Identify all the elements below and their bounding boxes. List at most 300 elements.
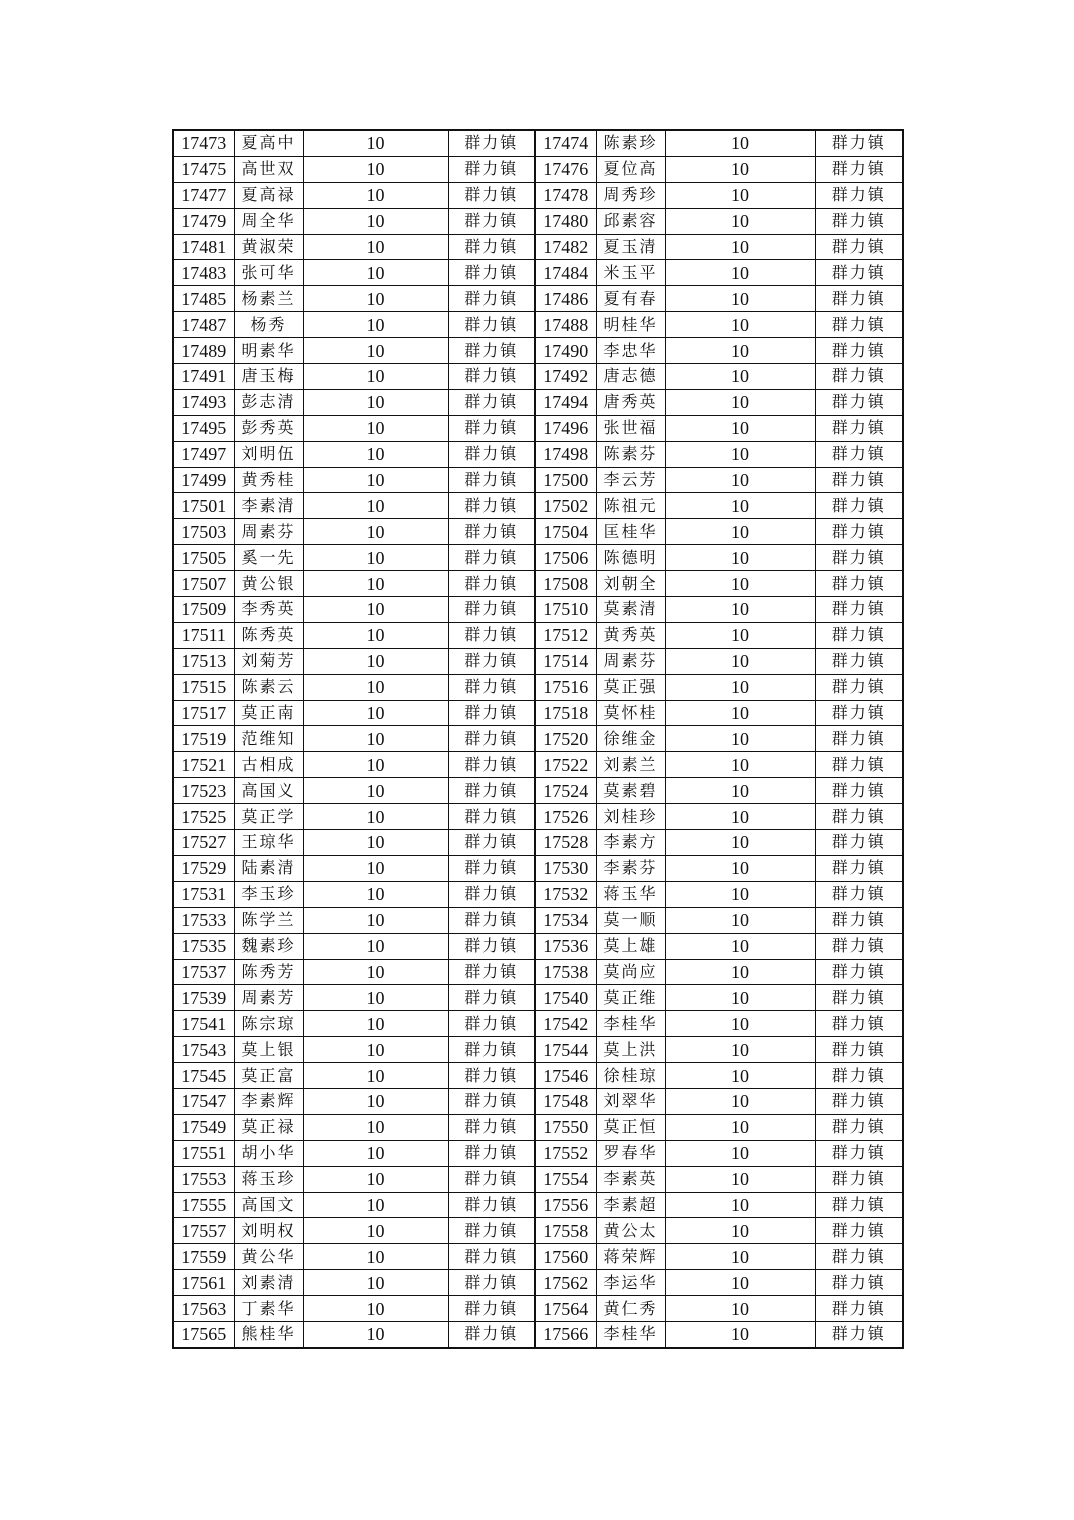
- right-id-cell: 17524: [535, 778, 596, 804]
- right-town-cell: 群力镇: [815, 260, 903, 286]
- table-row: [173, 1166, 903, 1192]
- left-name-cell: 古相成: [234, 752, 303, 778]
- left-id-cell: 17555: [173, 1192, 234, 1218]
- left-amount-cell: 10: [303, 1166, 448, 1192]
- left-town-cell: 群力镇: [448, 415, 535, 441]
- left-amount-cell: 10: [303, 830, 448, 856]
- table-row: [173, 415, 903, 441]
- left-amount-cell: 10: [303, 648, 448, 674]
- left-id-cell: 17537: [173, 959, 234, 985]
- left-amount-cell: 10: [303, 1218, 448, 1244]
- left-name-cell: 陈宗琼: [234, 1011, 303, 1037]
- left-name-cell: 陈秀英: [234, 622, 303, 648]
- left-amount-cell: 10: [303, 1270, 448, 1296]
- left-id-cell: 17505: [173, 545, 234, 571]
- left-name-cell: 李素清: [234, 493, 303, 519]
- left-amount-cell: 10: [303, 545, 448, 571]
- right-town-cell: 群力镇: [815, 1011, 903, 1037]
- right-town-cell: 群力镇: [815, 674, 903, 700]
- right-amount-cell: 10: [665, 1218, 815, 1244]
- left-town-cell: 群力镇: [448, 1244, 535, 1270]
- right-amount-cell: 10: [665, 830, 815, 856]
- left-amount-cell: 10: [303, 881, 448, 907]
- left-id-cell: 17517: [173, 700, 234, 726]
- right-id-cell: 17506: [535, 545, 596, 571]
- left-amount-cell: 10: [303, 778, 448, 804]
- left-id-cell: 17495: [173, 415, 234, 441]
- left-name-cell: 范维知: [234, 726, 303, 752]
- left-id-cell: 17525: [173, 804, 234, 830]
- left-name-cell: 刘素清: [234, 1270, 303, 1296]
- right-id-cell: 17558: [535, 1218, 596, 1244]
- right-amount-cell: 10: [665, 597, 815, 623]
- left-name-cell: 李秀英: [234, 597, 303, 623]
- right-id-cell: 17540: [535, 985, 596, 1011]
- right-id-cell: 17476: [535, 156, 596, 182]
- right-town-cell: 群力镇: [815, 338, 903, 364]
- left-name-cell: 刘明伍: [234, 441, 303, 467]
- table-row: [173, 1063, 903, 1089]
- right-amount-cell: 10: [665, 545, 815, 571]
- right-id-cell: 17534: [535, 907, 596, 933]
- left-name-cell: 刘菊芳: [234, 648, 303, 674]
- right-town-cell: 群力镇: [815, 312, 903, 338]
- right-id-cell: 17530: [535, 855, 596, 881]
- table-row: [173, 260, 903, 286]
- left-amount-cell: 10: [303, 622, 448, 648]
- left-amount-cell: 10: [303, 571, 448, 597]
- left-id-cell: 17549: [173, 1114, 234, 1140]
- right-name-cell: 李忠华: [596, 338, 665, 364]
- right-town-cell: 群力镇: [815, 234, 903, 260]
- right-name-cell: 邱素容: [596, 208, 665, 234]
- table-row: [173, 933, 903, 959]
- left-id-cell: 17475: [173, 156, 234, 182]
- left-id-cell: 17535: [173, 933, 234, 959]
- left-id-cell: 17507: [173, 571, 234, 597]
- right-name-cell: 莫怀桂: [596, 700, 665, 726]
- left-id-cell: 17481: [173, 234, 234, 260]
- left-town-cell: 群力镇: [448, 1321, 535, 1347]
- left-town-cell: 群力镇: [448, 1011, 535, 1037]
- left-id-cell: 17493: [173, 389, 234, 415]
- right-amount-cell: 10: [665, 1296, 815, 1322]
- right-amount-cell: 10: [665, 415, 815, 441]
- right-amount-cell: 10: [665, 130, 815, 156]
- table-row: [173, 389, 903, 415]
- right-town-cell: 群力镇: [815, 286, 903, 312]
- right-id-cell: 17516: [535, 674, 596, 700]
- right-name-cell: 莫正维: [596, 985, 665, 1011]
- right-id-cell: 17484: [535, 260, 596, 286]
- right-name-cell: 周素芬: [596, 648, 665, 674]
- left-id-cell: 17483: [173, 260, 234, 286]
- right-town-cell: 群力镇: [815, 1037, 903, 1063]
- right-town-cell: 群力镇: [815, 364, 903, 390]
- left-id-cell: 17487: [173, 312, 234, 338]
- left-town-cell: 群力镇: [448, 674, 535, 700]
- left-name-cell: 陈学兰: [234, 907, 303, 933]
- right-name-cell: 徐桂琼: [596, 1063, 665, 1089]
- left-amount-cell: 10: [303, 985, 448, 1011]
- left-amount-cell: 10: [303, 1140, 448, 1166]
- right-id-cell: 17500: [535, 467, 596, 493]
- left-town-cell: 群力镇: [448, 130, 535, 156]
- left-id-cell: 17545: [173, 1063, 234, 1089]
- left-amount-cell: 10: [303, 312, 448, 338]
- right-id-cell: 17520: [535, 726, 596, 752]
- left-id-cell: 17565: [173, 1321, 234, 1347]
- left-amount-cell: 10: [303, 855, 448, 881]
- left-id-cell: 17473: [173, 130, 234, 156]
- left-id-cell: 17509: [173, 597, 234, 623]
- right-name-cell: 莫一顺: [596, 907, 665, 933]
- right-amount-cell: 10: [665, 933, 815, 959]
- right-amount-cell: 10: [665, 985, 815, 1011]
- right-town-cell: 群力镇: [815, 804, 903, 830]
- right-id-cell: 17486: [535, 286, 596, 312]
- left-id-cell: 17559: [173, 1244, 234, 1270]
- left-id-cell: 17485: [173, 286, 234, 312]
- right-town-cell: 群力镇: [815, 1114, 903, 1140]
- right-amount-cell: 10: [665, 752, 815, 778]
- left-amount-cell: 10: [303, 156, 448, 182]
- right-town-cell: 群力镇: [815, 830, 903, 856]
- left-town-cell: 群力镇: [448, 622, 535, 648]
- left-town-cell: 群力镇: [448, 260, 535, 286]
- table-row: [173, 674, 903, 700]
- left-id-cell: 17503: [173, 519, 234, 545]
- table-row: [173, 648, 903, 674]
- table-row: [173, 985, 903, 1011]
- left-name-cell: 杨素兰: [234, 286, 303, 312]
- right-amount-cell: 10: [665, 1088, 815, 1114]
- right-town-cell: 群力镇: [815, 597, 903, 623]
- right-name-cell: 黄仁秀: [596, 1296, 665, 1322]
- table-row: [173, 286, 903, 312]
- right-id-cell: 17546: [535, 1063, 596, 1089]
- left-name-cell: 夏高中: [234, 130, 303, 156]
- table-row: [173, 571, 903, 597]
- left-name-cell: 陈素云: [234, 674, 303, 700]
- right-amount-cell: 10: [665, 519, 815, 545]
- left-town-cell: 群力镇: [448, 726, 535, 752]
- right-name-cell: 夏有春: [596, 286, 665, 312]
- left-id-cell: 17547: [173, 1088, 234, 1114]
- left-name-cell: 莫上银: [234, 1037, 303, 1063]
- left-name-cell: 夏高禄: [234, 182, 303, 208]
- left-amount-cell: 10: [303, 389, 448, 415]
- left-amount-cell: 10: [303, 1063, 448, 1089]
- left-name-cell: 彭秀英: [234, 415, 303, 441]
- left-id-cell: 17557: [173, 1218, 234, 1244]
- left-town-cell: 群力镇: [448, 648, 535, 674]
- right-amount-cell: 10: [665, 156, 815, 182]
- left-id-cell: 17501: [173, 493, 234, 519]
- left-amount-cell: 10: [303, 1192, 448, 1218]
- left-id-cell: 17497: [173, 441, 234, 467]
- table-row: [173, 545, 903, 571]
- left-name-cell: 李素辉: [234, 1088, 303, 1114]
- right-amount-cell: 10: [665, 700, 815, 726]
- left-town-cell: 群力镇: [448, 182, 535, 208]
- left-name-cell: 魏素珍: [234, 933, 303, 959]
- left-id-cell: 17513: [173, 648, 234, 674]
- right-town-cell: 群力镇: [815, 752, 903, 778]
- right-town-cell: 群力镇: [815, 648, 903, 674]
- left-amount-cell: 10: [303, 1037, 448, 1063]
- right-amount-cell: 10: [665, 622, 815, 648]
- table-row: [173, 493, 903, 519]
- left-amount-cell: 10: [303, 260, 448, 286]
- table-row: [173, 1037, 903, 1063]
- right-amount-cell: 10: [665, 234, 815, 260]
- right-town-cell: 群力镇: [815, 1270, 903, 1296]
- right-amount-cell: 10: [665, 286, 815, 312]
- table-row: [173, 804, 903, 830]
- table-row: [173, 130, 903, 156]
- left-amount-cell: 10: [303, 674, 448, 700]
- right-town-cell: 群力镇: [815, 778, 903, 804]
- right-amount-cell: 10: [665, 1192, 815, 1218]
- right-amount-cell: 10: [665, 389, 815, 415]
- left-name-cell: 胡小华: [234, 1140, 303, 1166]
- left-town-cell: 群力镇: [448, 545, 535, 571]
- right-name-cell: 匡桂华: [596, 519, 665, 545]
- right-id-cell: 17504: [535, 519, 596, 545]
- left-town-cell: 群力镇: [448, 959, 535, 985]
- right-id-cell: 17564: [535, 1296, 596, 1322]
- table-row: [173, 1270, 903, 1296]
- right-name-cell: 李桂华: [596, 1011, 665, 1037]
- table-row: [173, 855, 903, 881]
- left-town-cell: 群力镇: [448, 1063, 535, 1089]
- left-amount-cell: 10: [303, 493, 448, 519]
- right-name-cell: 刘朝全: [596, 571, 665, 597]
- left-town-cell: 群力镇: [448, 804, 535, 830]
- right-name-cell: 陈德明: [596, 545, 665, 571]
- left-id-cell: 17523: [173, 778, 234, 804]
- table-row: [173, 881, 903, 907]
- table-row: [173, 700, 903, 726]
- left-id-cell: 17553: [173, 1166, 234, 1192]
- right-amount-cell: 10: [665, 338, 815, 364]
- left-town-cell: 群力镇: [448, 1140, 535, 1166]
- table-row: [173, 1088, 903, 1114]
- right-amount-cell: 10: [665, 778, 815, 804]
- right-name-cell: 罗春华: [596, 1140, 665, 1166]
- left-name-cell: 李玉珍: [234, 881, 303, 907]
- right-name-cell: 莫上雄: [596, 933, 665, 959]
- right-id-cell: 17522: [535, 752, 596, 778]
- right-id-cell: 17514: [535, 648, 596, 674]
- right-id-cell: 17518: [535, 700, 596, 726]
- right-amount-cell: 10: [665, 804, 815, 830]
- left-amount-cell: 10: [303, 1296, 448, 1322]
- left-name-cell: 高国义: [234, 778, 303, 804]
- right-id-cell: 17548: [535, 1088, 596, 1114]
- right-name-cell: 蒋玉华: [596, 881, 665, 907]
- right-name-cell: 陈祖元: [596, 493, 665, 519]
- table-row: [173, 519, 903, 545]
- left-name-cell: 莫正富: [234, 1063, 303, 1089]
- right-town-cell: 群力镇: [815, 130, 903, 156]
- right-amount-cell: 10: [665, 1166, 815, 1192]
- table-row: [173, 364, 903, 390]
- left-town-cell: 群力镇: [448, 597, 535, 623]
- left-name-cell: 高国文: [234, 1192, 303, 1218]
- table-row: [173, 1011, 903, 1037]
- left-town-cell: 群力镇: [448, 519, 535, 545]
- left-name-cell: 莫正南: [234, 700, 303, 726]
- right-id-cell: 17538: [535, 959, 596, 985]
- table-row: [173, 1192, 903, 1218]
- left-name-cell: 莫正禄: [234, 1114, 303, 1140]
- right-amount-cell: 10: [665, 1270, 815, 1296]
- left-amount-cell: 10: [303, 338, 448, 364]
- right-name-cell: 刘翠华: [596, 1088, 665, 1114]
- left-town-cell: 群力镇: [448, 881, 535, 907]
- left-id-cell: 17541: [173, 1011, 234, 1037]
- table-row: [173, 622, 903, 648]
- left-amount-cell: 10: [303, 415, 448, 441]
- right-amount-cell: 10: [665, 648, 815, 674]
- left-amount-cell: 10: [303, 700, 448, 726]
- left-amount-cell: 10: [303, 286, 448, 312]
- table-row: [173, 441, 903, 467]
- left-name-cell: 周素芬: [234, 519, 303, 545]
- table-row: [173, 1296, 903, 1322]
- left-amount-cell: 10: [303, 597, 448, 623]
- left-town-cell: 群力镇: [448, 778, 535, 804]
- left-name-cell: 杨秀: [234, 312, 303, 338]
- left-id-cell: 17561: [173, 1270, 234, 1296]
- left-town-cell: 群力镇: [448, 208, 535, 234]
- left-amount-cell: 10: [303, 467, 448, 493]
- right-town-cell: 群力镇: [815, 959, 903, 985]
- right-amount-cell: 10: [665, 182, 815, 208]
- right-name-cell: 李素方: [596, 830, 665, 856]
- right-town-cell: 群力镇: [815, 571, 903, 597]
- left-town-cell: 群力镇: [448, 830, 535, 856]
- right-id-cell: 17544: [535, 1037, 596, 1063]
- right-name-cell: 莫素清: [596, 597, 665, 623]
- right-id-cell: 17490: [535, 338, 596, 364]
- right-id-cell: 17532: [535, 881, 596, 907]
- right-name-cell: 夏玉清: [596, 234, 665, 260]
- left-id-cell: 17533: [173, 907, 234, 933]
- right-town-cell: 群力镇: [815, 1088, 903, 1114]
- right-town-cell: 群力镇: [815, 415, 903, 441]
- right-id-cell: 17492: [535, 364, 596, 390]
- right-amount-cell: 10: [665, 312, 815, 338]
- right-id-cell: 17550: [535, 1114, 596, 1140]
- left-id-cell: 17543: [173, 1037, 234, 1063]
- right-name-cell: 李素超: [596, 1192, 665, 1218]
- left-id-cell: 17479: [173, 208, 234, 234]
- left-town-cell: 群力镇: [448, 1296, 535, 1322]
- right-amount-cell: 10: [665, 1037, 815, 1063]
- right-name-cell: 李素芬: [596, 855, 665, 881]
- right-name-cell: 刘素兰: [596, 752, 665, 778]
- right-name-cell: 黄公太: [596, 1218, 665, 1244]
- table-row: [173, 726, 903, 752]
- right-amount-cell: 10: [665, 1321, 815, 1347]
- left-name-cell: 明素华: [234, 338, 303, 364]
- right-town-cell: 群力镇: [815, 1192, 903, 1218]
- right-town-cell: 群力镇: [815, 855, 903, 881]
- left-town-cell: 群力镇: [448, 493, 535, 519]
- left-amount-cell: 10: [303, 1244, 448, 1270]
- right-town-cell: 群力镇: [815, 1296, 903, 1322]
- left-id-cell: 17539: [173, 985, 234, 1011]
- left-town-cell: 群力镇: [448, 752, 535, 778]
- right-amount-cell: 10: [665, 467, 815, 493]
- left-name-cell: 陆素清: [234, 855, 303, 881]
- right-amount-cell: 10: [665, 571, 815, 597]
- right-id-cell: 17478: [535, 182, 596, 208]
- left-name-cell: 陈秀芳: [234, 959, 303, 985]
- left-name-cell: 蒋玉珍: [234, 1166, 303, 1192]
- table-row: [173, 156, 903, 182]
- right-id-cell: 17560: [535, 1244, 596, 1270]
- table-row: [173, 312, 903, 338]
- right-name-cell: 黄秀英: [596, 622, 665, 648]
- right-amount-cell: 10: [665, 907, 815, 933]
- right-name-cell: 徐维金: [596, 726, 665, 752]
- right-name-cell: 明桂华: [596, 312, 665, 338]
- right-town-cell: 群力镇: [815, 493, 903, 519]
- table-row: [173, 1244, 903, 1270]
- right-amount-cell: 10: [665, 1011, 815, 1037]
- right-id-cell: 17508: [535, 571, 596, 597]
- right-id-cell: 17512: [535, 622, 596, 648]
- left-id-cell: 17477: [173, 182, 234, 208]
- right-id-cell: 17556: [535, 1192, 596, 1218]
- right-name-cell: 莫尚应: [596, 959, 665, 985]
- right-id-cell: 17494: [535, 389, 596, 415]
- left-amount-cell: 10: [303, 726, 448, 752]
- right-town-cell: 群力镇: [815, 1063, 903, 1089]
- left-amount-cell: 10: [303, 130, 448, 156]
- table-row: [173, 208, 903, 234]
- right-id-cell: 17536: [535, 933, 596, 959]
- right-name-cell: 陈素芬: [596, 441, 665, 467]
- left-name-cell: 丁素华: [234, 1296, 303, 1322]
- right-id-cell: 17562: [535, 1270, 596, 1296]
- left-amount-cell: 10: [303, 907, 448, 933]
- right-town-cell: 群力镇: [815, 182, 903, 208]
- left-town-cell: 群力镇: [448, 700, 535, 726]
- right-id-cell: 17510: [535, 597, 596, 623]
- left-town-cell: 群力镇: [448, 933, 535, 959]
- right-name-cell: 唐秀英: [596, 389, 665, 415]
- right-name-cell: 夏位高: [596, 156, 665, 182]
- left-id-cell: 17531: [173, 881, 234, 907]
- left-name-cell: 刘明权: [234, 1218, 303, 1244]
- left-name-cell: 周素芳: [234, 985, 303, 1011]
- table-row: [173, 1218, 903, 1244]
- left-name-cell: 张可华: [234, 260, 303, 286]
- table-body: [173, 130, 903, 1348]
- left-amount-cell: 10: [303, 752, 448, 778]
- right-town-cell: 群力镇: [815, 933, 903, 959]
- left-id-cell: 17491: [173, 364, 234, 390]
- right-amount-cell: 10: [665, 959, 815, 985]
- left-id-cell: 17529: [173, 855, 234, 881]
- left-town-cell: 群力镇: [448, 1114, 535, 1140]
- right-id-cell: 17528: [535, 830, 596, 856]
